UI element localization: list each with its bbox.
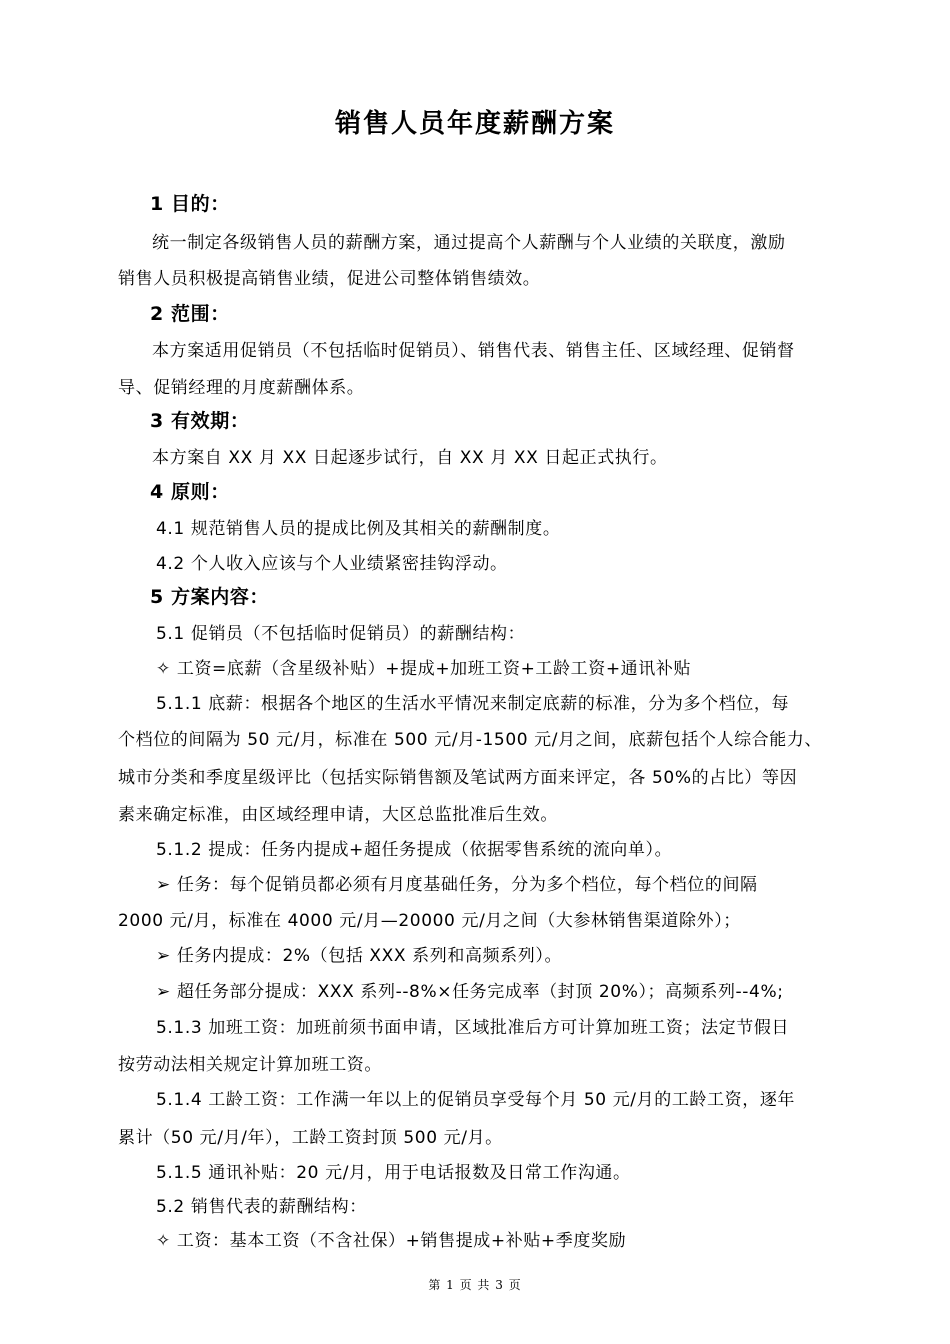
bullet-line: ✧ 工资=底薪（含星级补贴）+提成+加班工资+工龄工资+通讯补贴 (156, 659, 692, 679)
section-heading-validity: 3 有效期： (150, 410, 250, 432)
paragraph-line: 累计（50 元/月/年），工龄工资封顶 500 元/月。 (118, 1128, 503, 1148)
bullet-line: ➢ 超任务部分提成：XXX 系列--8%×任务完成率（封顶 20%）；高频系列--4%; (156, 982, 784, 1002)
paragraph-line: 5.1.3 加班工资：加班前须书面申请，区域批准后方可计算加班工资；法定节假日 (156, 1018, 790, 1038)
paragraph-line: 销售人员积极提高销售业绩，促进公司整体销售绩效。 (118, 269, 541, 289)
page-footer: 第 1 页 共 3 页 (428, 1278, 522, 1292)
paragraph-line: 导、促销经理的月度薪酬体系。 (118, 378, 365, 398)
section-heading-scope: 2 范围： (150, 303, 230, 325)
paragraph-line: 城市分类和季度星级评比（包括实际销售额及笔试两方面来评定，各 50%的占比）等因 (118, 768, 798, 788)
paragraph-line: 5.2 销售代表的薪酬结构： (156, 1197, 367, 1217)
paragraph-line: 统一制定各级销售人员的薪酬方案，通过提高个人薪酬与个人业绩的关联度，激励 (152, 233, 786, 253)
paragraph-line: 本方案适用促销员（不包括临时促销员）、销售代表、销售主任、区域经理、促销督 (152, 341, 795, 361)
bullet-line: ➢ 任务内提成：2%（包括 XXX 系列和高频系列）。 (156, 946, 563, 966)
paragraph-line: 4.2 个人收入应该与个人业绩紧密挂钩浮动。 (156, 554, 508, 574)
paragraph-line: 5.1.1 底薪：根据各个地区的生活水平情况来制定底薪的标准，分为多个档位，每 (156, 694, 790, 714)
paragraph-line: 5.1 促销员（不包括临时促销员）的薪酬结构： (156, 624, 526, 644)
paragraph-line: 5.1.4 工龄工资：工作满一年以上的促销员享受每个月 50 元/月的工龄工资，逐年 (156, 1090, 796, 1110)
paragraph-line: 4.1 规范销售人员的提成比例及其相关的薪酬制度。 (156, 519, 561, 539)
paragraph-line: 5.1.5 通讯补贴：20 元/月，用于电话报数及日常工作沟通。 (156, 1163, 631, 1183)
paragraph-line: 按劳动法相关规定计算加班工资。 (118, 1055, 382, 1075)
section-heading-content: 5 方案内容： (150, 586, 270, 608)
paragraph-line: 素来确定标准，由区域经理申请，大区总监批准后生效。 (118, 805, 558, 825)
section-heading-purpose: 1 目的： (150, 193, 230, 215)
paragraph-line: 2000 元/月，标准在 4000 元/月—20000 元/月之间（大参林销售渠道除外）； (118, 911, 741, 931)
bullet-line: ✧ 工资：基本工资（不含社保）+销售提成+补贴+季度奖励 (156, 1231, 627, 1251)
paragraph-line: 个档位的间隔为 50 元/月，标准在 500 元/月-1500 元/月之间，底薪包括个人综合能力、 (118, 730, 823, 750)
section-heading-principles: 4 原则： (150, 481, 230, 503)
paragraph-line: 本方案自 XX 月 XX 日起逐步试行，自 XX 月 XX 日起正式执行。 (152, 448, 668, 468)
paragraph-line: 5.1.2 提成：任务内提成+超任务提成（依据零售系统的流向单）。 (156, 840, 673, 860)
bullet-line: ➢ 任务：每个促销员都必须有月度基础任务，分为多个档位，每个档位的间隔 (156, 875, 758, 895)
document-title: 销售人员年度薪酬方案 (334, 109, 615, 139)
